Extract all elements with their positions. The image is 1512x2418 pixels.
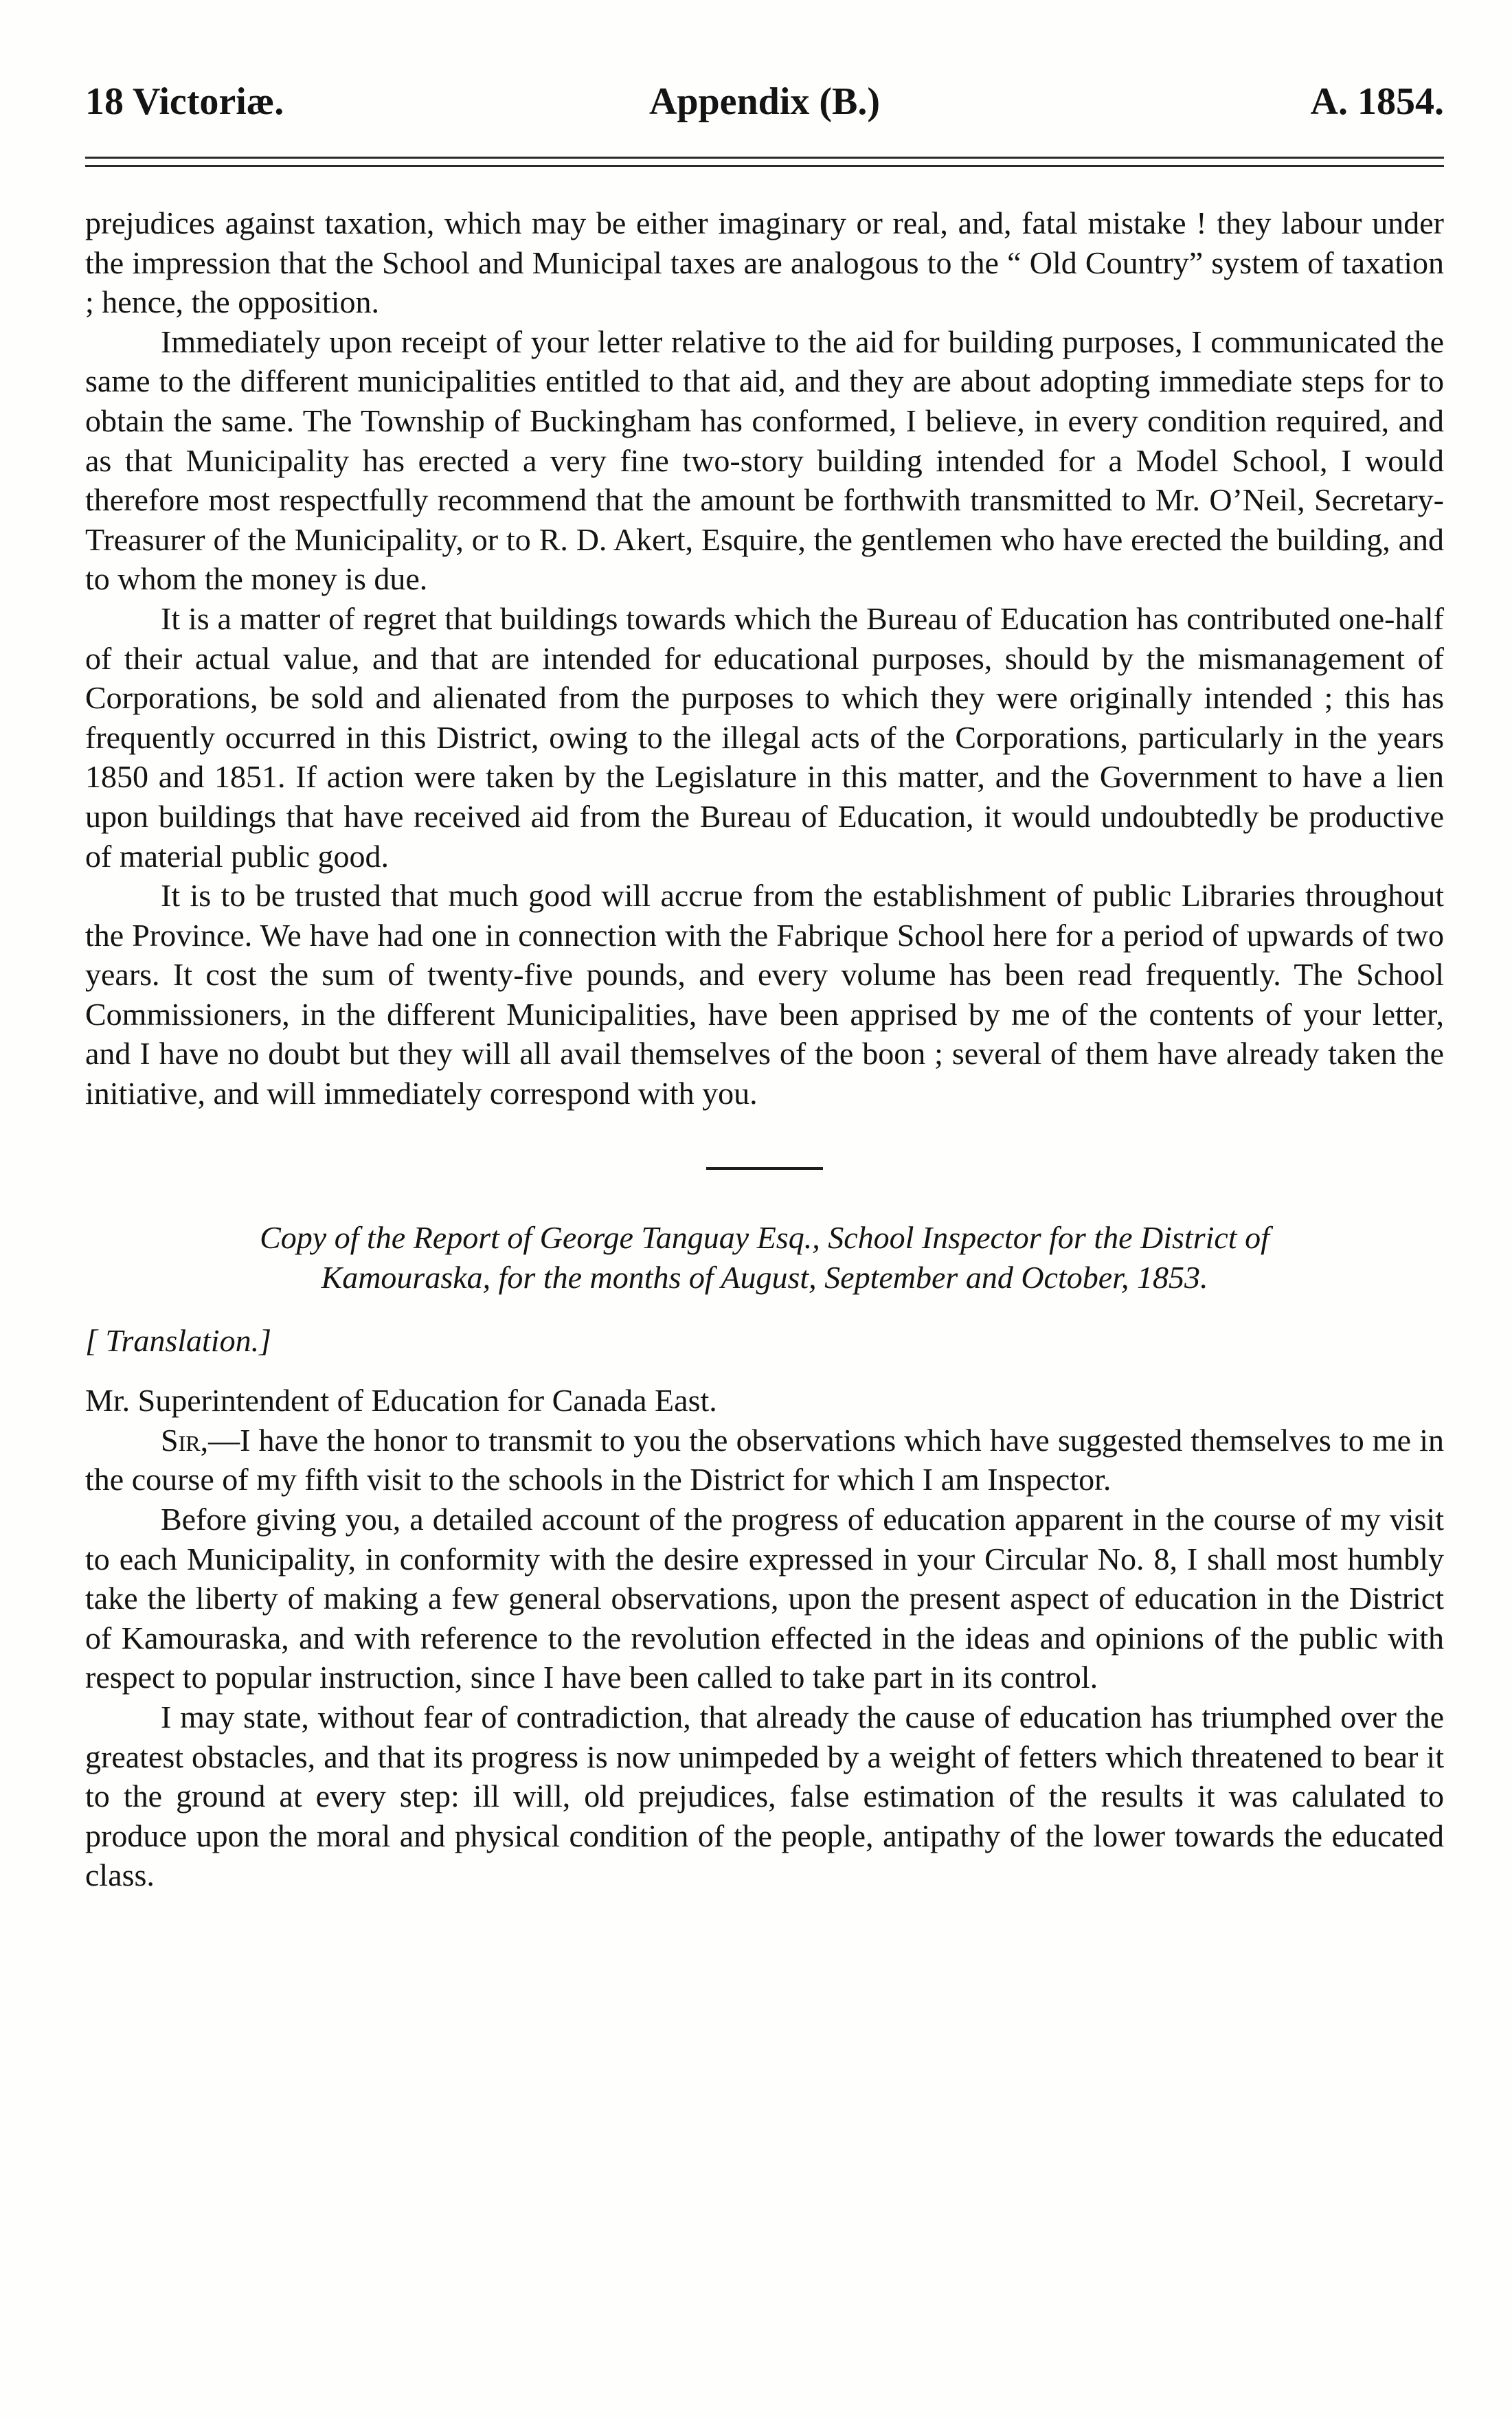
letter-paragraph-observations-text: —I have the honor to transmit to you the observations which have suggested themselves to me in the course of my fifth visit to the schools in the District for which I am Inspector.	[85, 1422, 1444, 1498]
letter-sir: Sir,	[161, 1422, 209, 1458]
letter-paragraph-observations	[85, 1421, 1444, 1500]
paragraph-buildings-alienated: It is a matter of regret that buildings towards which the Bureau of Education has contributed one-half of their actual value, and that are intended for educational purposes, should by the mismanagement of Corporations, be sold and alienated from the purposes to which they were originally intended ; this has frequently occurred in this District, owing to the illegal acts of the Corporations, particularly in the years 1850 and 1851. If action were taken by the Legislature in this matter, and the Government to have a lien upon buildings that have received aid from the Bureau of Education, it would undoubtedly be productive of material public good.	[85, 600, 1444, 874]
header-year: A. 1854.	[1310, 80, 1444, 123]
paragraph-libraries: It is to be trusted that much good will accrue from the establishment of public Libraries throughout the Province. We have had one in connection with the Fabrique School here for a period of upwards of two years. It cost the sum of twenty-five pounds, and every volume has been read frequently. The School Commissioners, in the different Municipalities, have been apprised by me of the contents of your letter, and I have no doubt but they will all avail themselves of the boon ; several of them have already taken the initiative, and will immediately correspond with you.	[85, 878, 1444, 1111]
body-text	[85, 203, 1444, 1895]
paragraph-building-aid: Immediately upon receipt of your letter relative to the aid for building purposes, I communicated the same to the different municipalities entitled to that aid, and they are about adopting immediate steps for to obtain the same. The Township of Buckingham has conformed, I believe, in every condition required, and as that Municipality has erected a very fine two-story building intended for a Model School, I would therefore most respectfully recommend that the amount be forthwith transmitted to Mr. O’Neil, Secretary-Treasurer of the Municipality, or to R. D. Akert, Esquire, the gentlemen who have erected the building, and to whom the money is due.	[85, 324, 1444, 597]
paragraph-taxation: prejudices against taxation, which may be either imaginary or real, and, fatal mistake ! they labour under the impression that the School and Municipal taxes are analogous to the “ Old Country” system of taxation ; hence, the opposition.	[85, 205, 1444, 320]
translation-note: [ Translation.]	[85, 1322, 271, 1358]
running-header	[85, 74, 1444, 129]
report-title-line-1: Copy of the Report of George Tanguay Esq., School Inspector for the District of	[260, 1219, 1270, 1255]
section-divider	[706, 1167, 823, 1170]
letter-paragraph-general-observations: Before giving you, a detailed account of the progress of education apparent in the course of my visit to each Municipality, in conformity with the desire expressed in your Circular No. 8, I shall most humbly take the liberty of making a few general observations, upon the present aspect of education in the District of Kamouraska, and with reference to the revolution effected in the ideas and opinions of the public with respect to popular instruction, since I have been called to take part in its control.	[85, 1502, 1444, 1695]
report-title-line-2: Kamouraska, for the months of August, September and October, 1853.	[321, 1259, 1208, 1295]
header-rule-bottom	[85, 165, 1444, 167]
salutation: Mr. Superintendent of Education for Canada East.	[85, 1383, 717, 1419]
header-rule-top	[85, 157, 1444, 159]
header-appendix: Appendix (B.)	[648, 80, 881, 123]
letter-paragraph-obstacles: I may state, without fear of contradiction, that already the cause of education has triumphed over the greatest obstacles, and that its progress is now unimpeded by a weight of fetters which threatened to bear it to the ground at every step: ill will, old prejudices, false estimation of the results it was calulated to produce upon the moral and physical condition of the people, antipathy of the lower towards the educated class.	[85, 1699, 1444, 1893]
header-session: 18 Victoriæ.	[85, 80, 284, 123]
